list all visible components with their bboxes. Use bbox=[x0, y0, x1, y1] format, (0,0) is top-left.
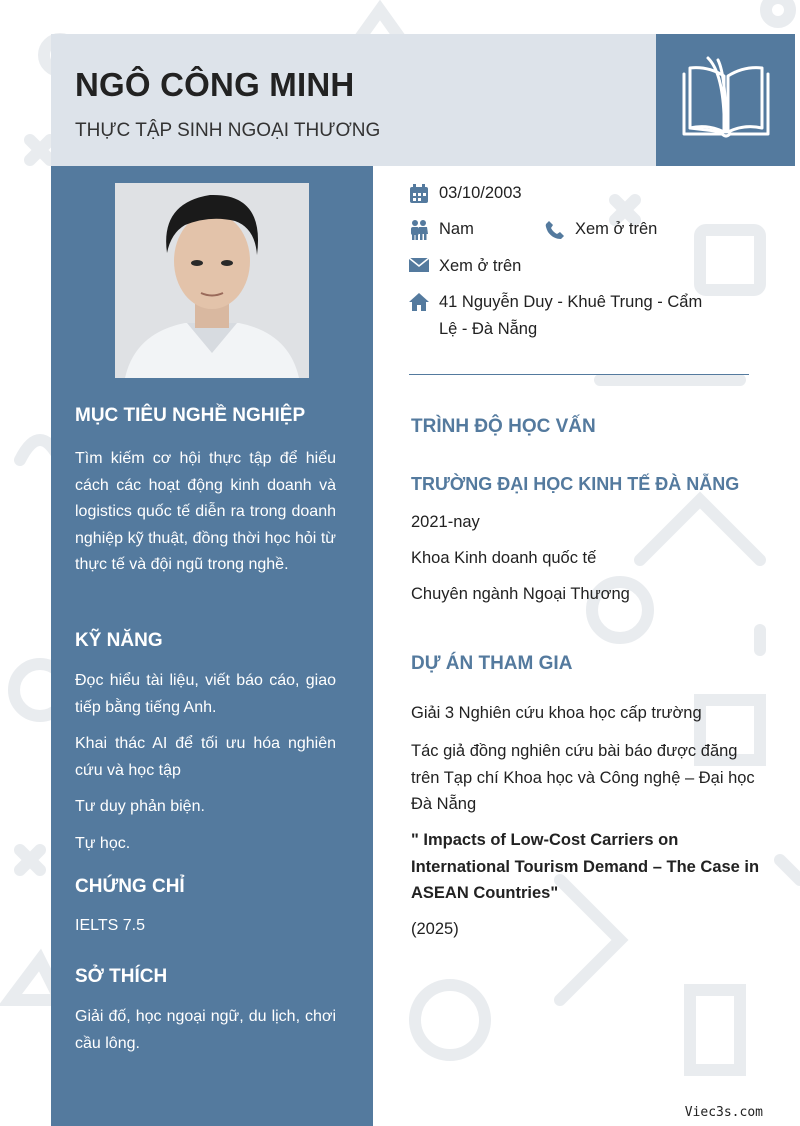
education-heading: TRÌNH ĐỘ HỌC VẤN bbox=[411, 416, 596, 437]
home-icon bbox=[409, 293, 431, 320]
education-major: Chuyên ngành Ngoại Thương bbox=[411, 585, 630, 603]
people-icon bbox=[409, 220, 431, 245]
skills-heading: KỸ NĂNG bbox=[75, 630, 163, 651]
job-title: THỰC TẬP SINH NGOẠI THƯƠNG bbox=[75, 120, 381, 141]
skill-item: Khai thác AI để tối ưu hóa nghiên cứu và học tập bbox=[75, 735, 336, 779]
address-line-2: Lệ - Đà Nẵng bbox=[439, 319, 538, 338]
divider bbox=[409, 374, 749, 375]
phone-icon bbox=[545, 220, 567, 245]
gender-row bbox=[409, 220, 474, 245]
certificates-section bbox=[75, 877, 336, 940]
birthdate-row bbox=[409, 184, 522, 209]
school-name: TRƯỜNG ĐẠI HỌC KINH TẾ ĐÀ NẴNG bbox=[411, 474, 740, 494]
birthdate-value: 03/10/2003 bbox=[439, 184, 522, 202]
profile-photo bbox=[115, 183, 309, 378]
book-logo-box bbox=[656, 34, 795, 166]
project-coauthor: Tác giả đồng nghiên cứu bài báo được đăng trên Tạp chí Khoa học và Công nghệ – Đại học Đà Nẵng bbox=[411, 742, 755, 813]
skill-item: Tư duy phản biện. bbox=[75, 798, 205, 815]
skills-section bbox=[75, 631, 336, 867]
candidate-name: NGÔ CÔNG MINH bbox=[75, 66, 355, 103]
address-row bbox=[409, 289, 702, 342]
project-paper-title: " Impacts of Low-Cost Carriers on International Tourism Demand – The Case in ASEAN Countries" bbox=[411, 831, 760, 902]
certificates-heading: CHỨNG CHỈ bbox=[75, 876, 185, 897]
main-content bbox=[373, 166, 800, 1126]
address-line-1: 41 Nguyễn Duy - Khuê Trung - Cẩm bbox=[439, 293, 703, 311]
hobbies-section bbox=[75, 967, 336, 1057]
phone-row bbox=[545, 220, 657, 245]
objective-section bbox=[75, 406, 336, 579]
skill-item: Đọc hiểu tài liệu, viết báo cáo, giao tiếp bằng tiếng Anh. bbox=[75, 672, 336, 716]
sidebar bbox=[51, 166, 373, 1126]
certificate-item: IELTS 7.5 bbox=[75, 917, 145, 934]
email-row bbox=[409, 257, 521, 278]
education-period: 2021-nay bbox=[411, 513, 480, 531]
hobbies-text: Giải đố, học ngoại ngữ, du lịch, chơi cầu lông. bbox=[75, 1008, 336, 1052]
footer-site: Viec3s.com bbox=[684, 1105, 763, 1120]
gender-value: Nam bbox=[439, 220, 474, 238]
calendar-icon bbox=[409, 184, 431, 209]
email-value: Xem ở trên bbox=[439, 257, 522, 275]
project-year: (2025) bbox=[411, 920, 459, 938]
objective-heading: MỤC TIÊU NGHỀ NGHIỆP bbox=[75, 405, 306, 426]
hobbies-heading: SỞ THÍCH bbox=[75, 966, 168, 987]
mail-icon bbox=[409, 257, 431, 278]
projects-heading: DỰ ÁN THAM GIA bbox=[411, 653, 573, 674]
header-banner bbox=[51, 34, 656, 166]
skill-item: Tự học. bbox=[75, 834, 131, 852]
education-faculty: Khoa Kinh doanh quốc tế bbox=[411, 549, 597, 567]
book-icon bbox=[678, 54, 774, 146]
objective-text: Tìm kiếm cơ hội thực tập để hiểu cách các hoạt động kinh doanh và logistics quốc tế diễn ra trong doanh nghiệp kỹ thuật, đồng thời học hỏi từ thực tế và đội ngũ trong nghề. bbox=[75, 450, 336, 573]
project-award: Giải 3 Nghiên cứu khoa học cấp trường bbox=[411, 704, 702, 722]
phone-value: Xem ở trên bbox=[575, 220, 658, 238]
